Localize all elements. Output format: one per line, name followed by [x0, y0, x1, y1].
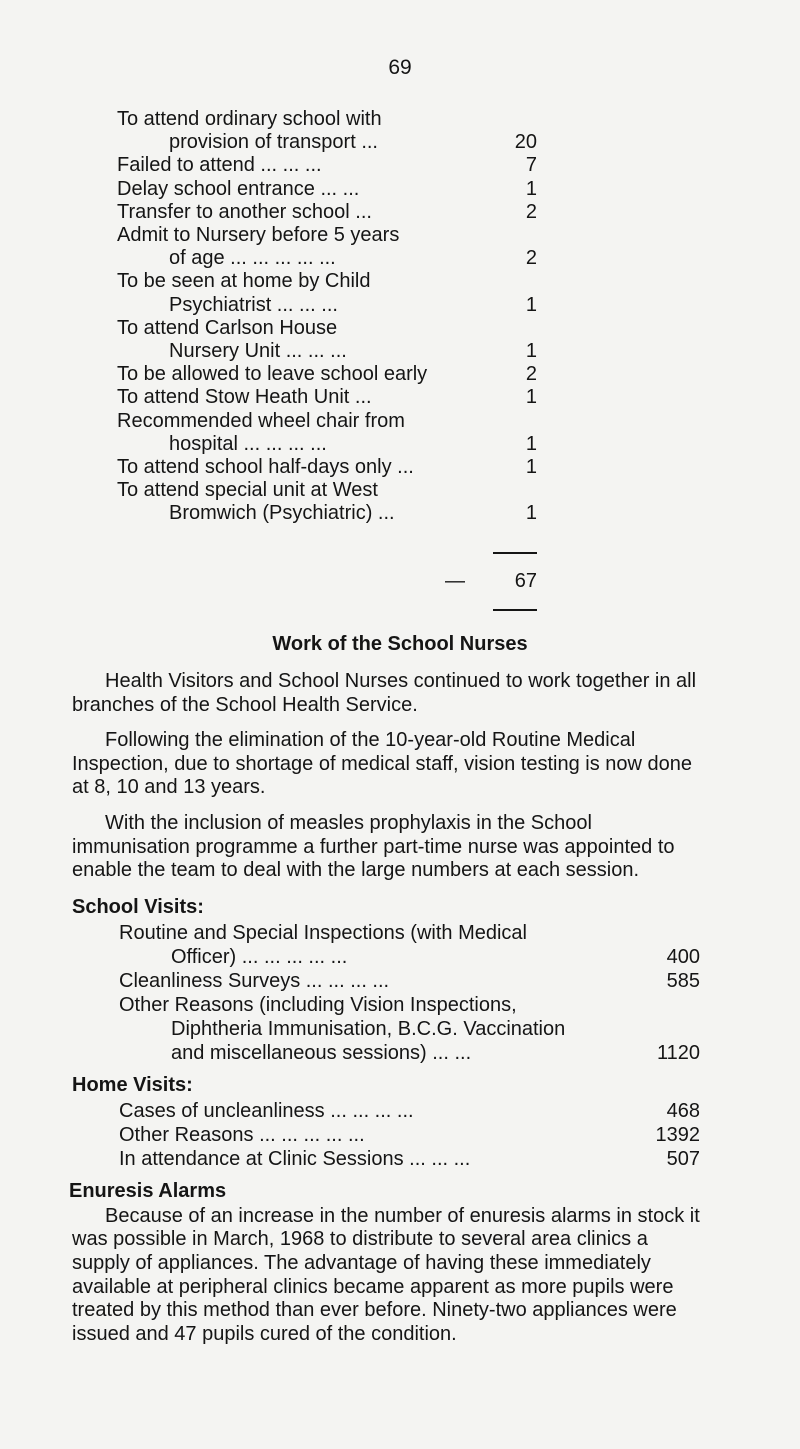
list-item [119, 1099, 700, 1123]
item-label-continued: and miscellaneous sessions) ... ... [171, 1041, 472, 1064]
row-value: 1 [525, 340, 537, 363]
row-label: To attend school half-days only ... [117, 456, 414, 479]
total-rule-top [493, 552, 537, 554]
paragraph: Following the elimination of the 10-year-old Routine Medical Inspection, due to shortage of medical staff, vision testing is now done at 8, 10 and 13 years. [72, 729, 692, 799]
item-value: 400 [666, 945, 700, 968]
row-label: Delay school entrance ... ... [117, 177, 360, 200]
row-value: 1 [525, 386, 537, 409]
school-visits-list [119, 921, 700, 1065]
row-label-continued: Psychiatrist ... ... ... [169, 293, 338, 316]
item-label: Routine and Special Inspections (with Medical [119, 921, 527, 944]
table-row [117, 224, 537, 270]
item-label-continued: Diphtheria Immunisation, B.C.G. Vaccination [171, 1017, 566, 1040]
item-value: 1392 [655, 1123, 700, 1146]
row-value: 1 [525, 293, 537, 316]
row-label: To attend special unit at West [117, 479, 378, 502]
row-value: 7 [525, 154, 537, 177]
row-label-continued: of age ... ... ... ... ... [169, 247, 336, 270]
list-item [119, 993, 700, 1065]
item-value: 507 [666, 1147, 700, 1170]
referral-table [117, 108, 537, 526]
row-label-continued: Bromwich (Psychiatric) ... [169, 502, 395, 525]
table-row [117, 108, 537, 154]
row-label-continued: provision of transport ... [169, 131, 378, 154]
table-row [117, 456, 537, 479]
table-row [117, 410, 537, 456]
row-value: 2 [525, 200, 537, 223]
paragraph: Health Visitors and School Nurses continued to work together in all branches of the School Health Service. [72, 670, 697, 716]
item-label-continued: Officer) ... ... ... ... ... [171, 945, 348, 968]
row-label: To attend Carlson House [117, 316, 338, 339]
table-row [117, 201, 537, 224]
total-dash: — [445, 570, 465, 592]
row-value: 2 [525, 247, 537, 270]
list-item [119, 969, 700, 993]
item-value: 468 [666, 1099, 700, 1122]
item-label: Cleanliness Surveys ... ... ... ... [119, 969, 390, 992]
row-value: 20 [514, 131, 537, 154]
list-item [119, 1147, 700, 1171]
table-row [117, 386, 537, 409]
row-value: 1 [525, 177, 537, 200]
list-item [119, 921, 700, 969]
total-value: 67 [514, 570, 537, 592]
item-value: 585 [666, 969, 700, 992]
section-title: Work of the School Nurses [272, 633, 528, 655]
item-label: Other Reasons ... ... ... ... ... [119, 1123, 365, 1146]
item-label: In attendance at Clinic Sessions ... ... ... [119, 1147, 471, 1170]
row-label: Failed to attend ... ... ... [117, 154, 322, 177]
row-value: 1 [525, 456, 537, 479]
row-label: Transfer to another school ... [117, 200, 372, 223]
row-label: To be seen at home by Child [117, 270, 371, 293]
school-visits-heading: School Visits: [72, 895, 204, 918]
table-row [117, 178, 537, 201]
table-row [117, 479, 537, 525]
enuresis-heading: Enuresis Alarms [69, 1179, 227, 1202]
table-row [117, 270, 537, 316]
row-label-continued: hospital ... ... ... ... [169, 432, 327, 455]
row-value: 2 [525, 363, 537, 386]
row-label: To attend Stow Heath Unit ... [117, 386, 372, 409]
home-visits-list [119, 1099, 700, 1171]
body-text [69, 670, 700, 1358]
home-visits-heading: Home Visits: [72, 1073, 193, 1096]
enuresis-paragraph: Because of an increase in the number of enuresis alarms in stock it was possible in March, 1968 to distribute to several area clinics a supply of appliances. The advantage of having these immediately available at peripheral clinics became apparent as more pupils were treated by this method than ever before. Ninety-two appliances were issued and 47 pupils cured of the condition. [72, 1204, 700, 1345]
table-row [117, 317, 537, 363]
row-label-continued: Nursery Unit ... ... ... [169, 340, 347, 363]
row-label: To attend ordinary school with [117, 108, 382, 130]
total-rule-bottom [493, 609, 537, 611]
item-label: Other Reasons (including Vision Inspections, [119, 993, 517, 1016]
table-row [117, 363, 537, 386]
list-item [119, 1123, 700, 1147]
paragraph: With the inclusion of measles prophylaxis in the School immunisation programme a further part-time nurse was appointed to enable the team to deal with the large numbers at each session. [72, 811, 675, 882]
row-label: Admit to Nursery before 5 years [117, 224, 400, 247]
page-number: 69 [388, 56, 412, 79]
item-label: Cases of uncleanliness ... ... ... ... [119, 1099, 414, 1122]
table-row [117, 154, 537, 177]
row-label: Recommended wheel chair from [117, 409, 405, 432]
row-value: 1 [525, 502, 537, 525]
row-label: To be allowed to leave school early [117, 363, 428, 386]
row-value: 1 [525, 432, 537, 455]
item-value: 1120 [656, 1041, 700, 1064]
